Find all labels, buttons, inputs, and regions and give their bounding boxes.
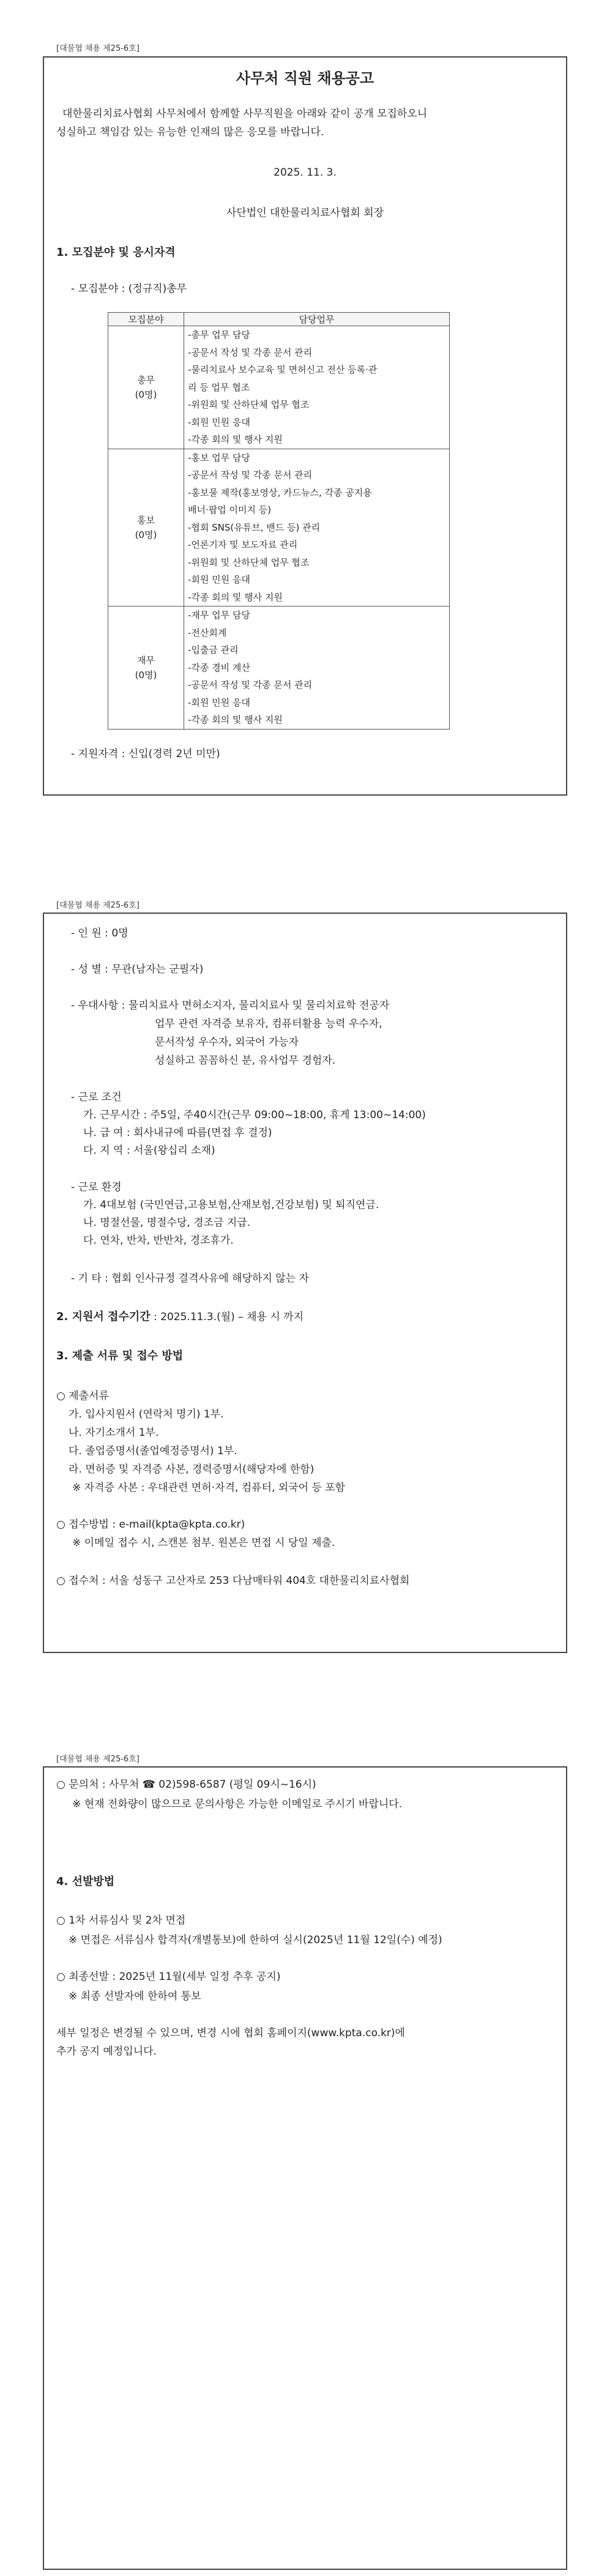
table-row (108, 326, 450, 449)
duty-item: -입출금 관리 (188, 644, 239, 655)
duty-item: -공문서 작성 및 각종 문서 관리 (188, 469, 313, 480)
environment-item-2: 나. 명절선물, 명절수당, 경조금 지급. (83, 1217, 251, 1229)
role-name: 재무 (137, 654, 155, 666)
duty-item: -홍보물 제작(홍보영상, 카드뉴스, 각종 공지용 (188, 487, 372, 498)
duty-item: -물리치료사 보수교육 및 면허신고 전산 등록·관 (188, 364, 378, 375)
issuer-name: 사단법인 대한물리치료사협회 회장 (226, 207, 384, 219)
duty-cell (184, 326, 450, 449)
selection-step-2: ○ 최종선발 : 2025년 11월(세부 일정 추후 공지) (56, 1971, 281, 1983)
section-2-heading (56, 1310, 304, 1324)
intro-text-line-2: 성실하고 책임감 있는 유능한 인재의 많은 응모를 바랍니다. (56, 126, 324, 138)
work-conditions-title: - 근로 조건 (71, 1091, 122, 1103)
duty-cell (184, 449, 450, 607)
preference-line-2: 업무 관련 자격증 보유자, 컴퓨터활용 능력 우수자, (155, 1018, 382, 1030)
recruitment-field: - 모집분야 : (정규직)총무 (71, 283, 187, 295)
duty-item: -언론기자 및 보도자료 관리 (188, 539, 298, 550)
header-field: 모집분야 (108, 313, 184, 326)
document-item-1: 가. 입사지원서 (연락처 명기) 1부. (69, 1408, 224, 1421)
duty-item: -각종 회의 및 행사 지원 (188, 434, 283, 445)
section-1-heading: 1. 모집분야 및 응시자격 (56, 246, 176, 259)
role-cell (108, 449, 184, 607)
selection-step-1-note: ※ 면접은 서류심사 합격자(개별통보)에 한하여 실시(2025년 11월 12일(수) 예정) (69, 1934, 442, 1946)
submission-method: ○ 접수방법 : e-mail(kpta@kpta.co.kr) (56, 1518, 245, 1531)
role-count: (0명) (135, 529, 157, 540)
preference-line-3: 문서작성 우수자, 외국어 가능자 (155, 1036, 299, 1048)
duty-item: -총무 업무 담당 (188, 329, 250, 340)
page-3 (0, 1711, 607, 2576)
page-frame (43, 913, 567, 1653)
duty-item: -각종 회의 및 행사 지원 (188, 714, 283, 725)
page-frame (43, 56, 567, 796)
location: 다. 지 역 : 서울(왕십리 소재) (83, 1144, 215, 1157)
closing-text-line-2: 추가 공지 예정입니다. (56, 2045, 157, 2058)
duty-item: -공문서 작성 및 각종 문서 관리 (188, 346, 313, 358)
role-name: 홍보 (137, 514, 155, 526)
preference-line-1: - 우대사항 : 물리치료사 면허소지자, 물리치료사 및 물리치료학 전공자 (71, 999, 390, 1012)
page-1 (0, 0, 607, 808)
preference-line-4: 성실하고 꼼꼼하신 분, 유사업무 경험자. (155, 1055, 336, 1067)
section-4-heading: 4. 선발방법 (56, 1875, 115, 1888)
submission-address: ○ 접수처 : 서울 성동구 고산자로 253 다남매타워 404호 대한물리치료사협회 (56, 1575, 410, 1587)
work-hours: 가. 근무시간 : 주5일, 주40시간(근무 09:00~18:00, 휴게 13:00~14:00) (83, 1109, 426, 1121)
duty-cell (184, 607, 450, 730)
role-name: 총무 (137, 374, 155, 386)
duty-item: -협회 SNS(유튜브, 밴드 등) 관리 (188, 521, 321, 533)
duty-item: -재무 업무 담당 (188, 610, 250, 621)
duty-item: -위원회 및 산하단체 업무 협조 (188, 399, 310, 410)
header-duty: 담당업무 (184, 313, 450, 326)
salary: 나. 급 여 : 회사내규에 따름(면접 후 결정) (83, 1127, 272, 1139)
page-frame (43, 1766, 567, 2570)
table-header-row (108, 313, 450, 326)
duty-item: -회원 민원 응대 (188, 696, 250, 708)
section-2-label: 2. 지원서 접수기간 (56, 1310, 151, 1323)
role-cell (108, 607, 184, 730)
duty-item: 리 등 업무 협조 (188, 381, 250, 393)
qualification: - 지원자격 : 신입(경력 2년 미만) (71, 748, 220, 760)
environment-item-1: 가. 4대보험 (국민연금,고용보험,산재보험,건강보험) 및 퇴직연금. (83, 1199, 379, 1211)
environment-item-3: 다. 연차, 반차, 반반차, 경조휴가. (83, 1234, 234, 1247)
selection-step-1: ○ 1차 서류심사 및 2차 면접 (56, 1914, 186, 1927)
role-count: (0명) (135, 669, 157, 681)
duty-item: -전산회계 (188, 627, 227, 638)
page-title: 사무처 직원 채용공고 (236, 70, 374, 87)
work-environment-title: - 근로 환경 (71, 1181, 122, 1193)
inquiry-note: ※ 현재 전화량이 많으므로 문의사항은 가능한 이메일로 주시기 바랍니다. (72, 1798, 403, 1810)
document-number: [대물협 채용 제25-6호] (56, 44, 140, 53)
table-row (108, 449, 450, 607)
document-number: [대물협 채용 제25-6호] (56, 901, 140, 910)
documents-title: ○ 제출서류 (56, 1390, 109, 1402)
duty-item: -위원회 및 산하단체 업무 협조 (188, 556, 310, 568)
duty-item: -회원 민원 응대 (188, 416, 250, 428)
section-3-heading: 3. 제출 서류 및 접수 방법 (56, 1350, 184, 1362)
gender: - 성 별 : 무관(남자는 군필자) (71, 963, 204, 976)
selection-step-2-note: ※ 최종 선발자에 한하여 통보 (69, 1990, 201, 2003)
document-item-2: 나. 자기소개서 1부. (69, 1427, 159, 1439)
other-requirements: - 기 타 : 협회 인사규정 결격사유에 해당하지 않는 자 (71, 1272, 309, 1285)
intro-text-line-1: 대한물리치료사협회 사무처에서 함께할 사무직원을 아래와 같이 공개 모집하오니 (62, 108, 428, 120)
duty-item: -공문서 작성 및 각종 문서 관리 (188, 679, 313, 690)
inquiry-contact: ○ 문의처 : 사무처 ☎ 02)598-6587 (평일 09시~16시) (56, 1779, 316, 1791)
duty-item: -홍보 업무 담당 (188, 452, 250, 463)
duty-item: 배너·팝업 이미지 등) (188, 504, 272, 515)
duty-item: -각종 경비 계산 (188, 662, 250, 673)
closing-text-line-1: 세부 일정은 변경될 수 있으며, 변경 시에 협회 홈페이지(www.kpta.co.kr)에 (56, 2027, 405, 2039)
document-item-3: 다. 졸업증명서(졸업예정증명서) 1부. (69, 1445, 237, 1457)
headcount: - 인 원 : 0명 (71, 927, 128, 939)
role-count: (0명) (135, 389, 157, 400)
table-row (108, 607, 450, 730)
documents-note: ※ 자격증 사본 : 우대관련 면허·자격, 컴퓨터, 외국어 등 포함 (72, 1482, 346, 1494)
document-item-4: 라. 면허증 및 자격증 사본, 경력증명서(해당자에 한함) (69, 1463, 315, 1476)
duty-item: -회원 민원 응대 (188, 574, 250, 585)
duty-table (108, 312, 450, 730)
page-2 (0, 857, 607, 1671)
submission-note: ※ 이메일 접수 시, 스캔본 첨부. 원본은 면접 시 당일 제출. (72, 1537, 335, 1549)
application-period: : 2025.11.3.(월) – 채용 시 까지 (150, 1311, 304, 1323)
role-cell (108, 326, 184, 449)
announcement-date: 2025. 11. 3. (274, 166, 337, 179)
document-number: [대물협 채용 제25-6호] (56, 1755, 140, 1764)
duty-item: -각종 회의 및 행사 지원 (188, 591, 283, 603)
